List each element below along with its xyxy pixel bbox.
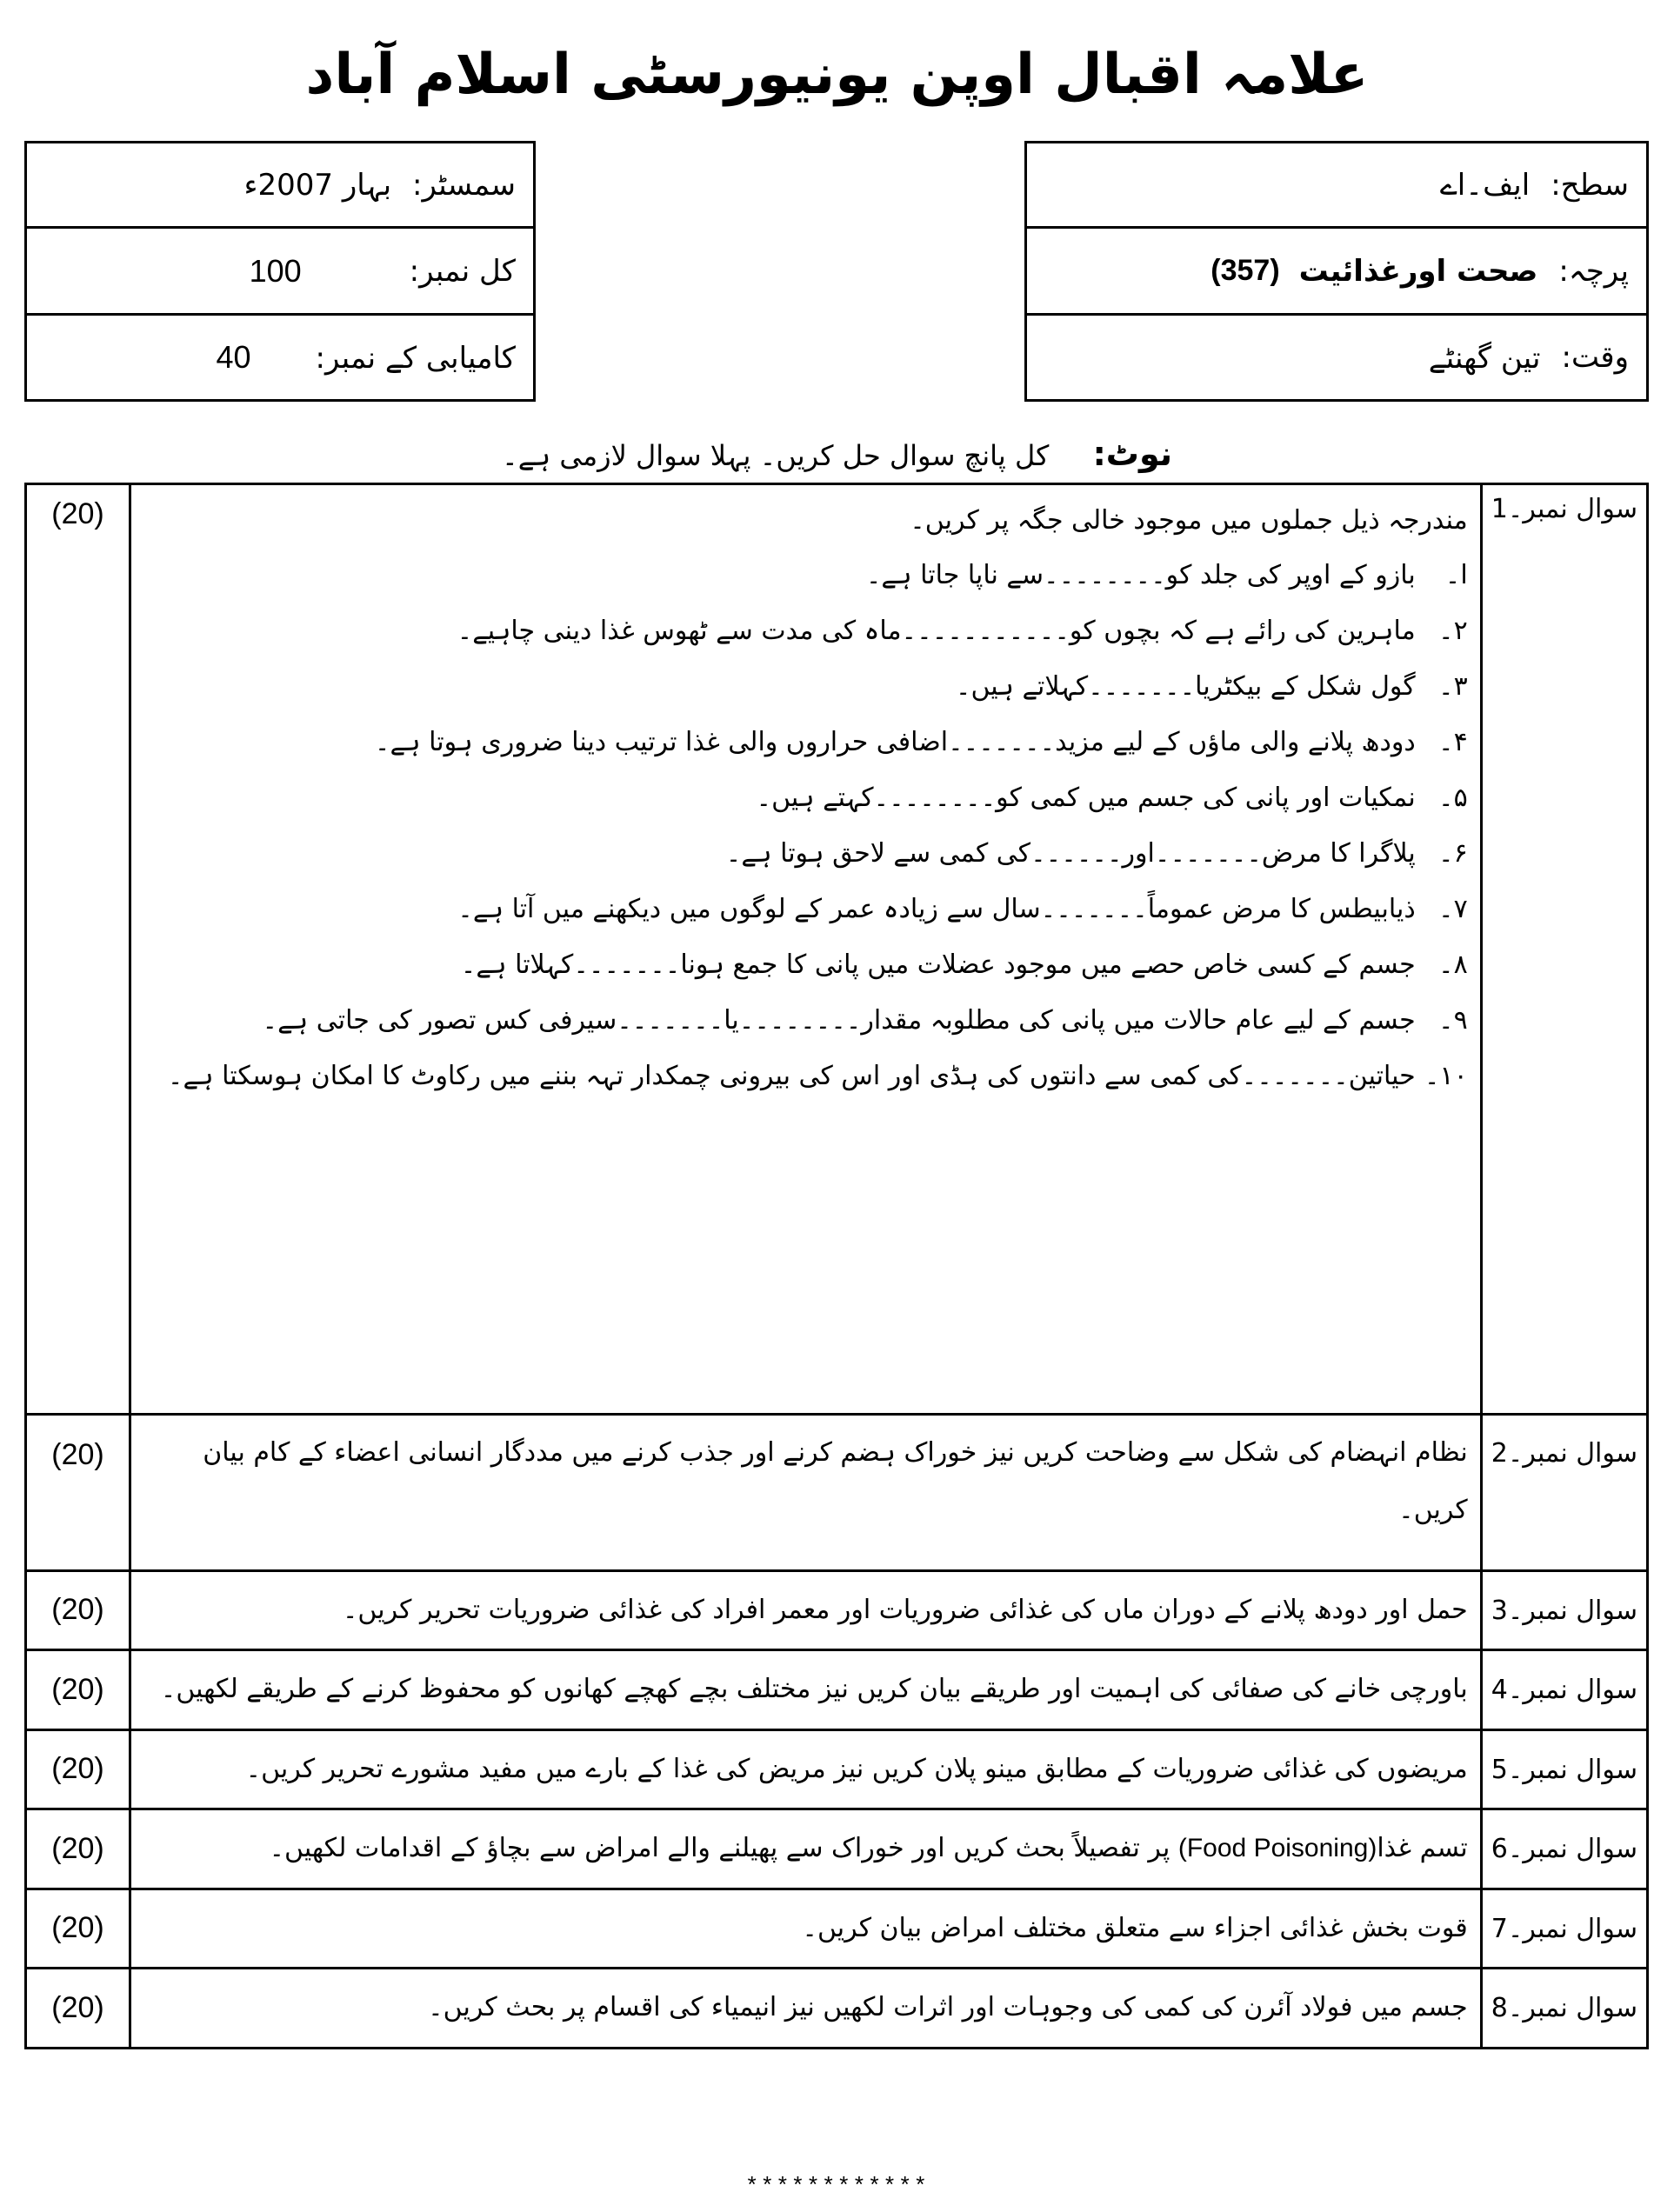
marks-info-box (24, 141, 536, 402)
question-marks: (20) (26, 1650, 130, 1730)
list-item: ۳۔ گول شکل کے بیکٹریا۔۔۔۔۔۔۔کہلاتے ہیں۔ (955, 670, 1468, 702)
question-text: حمل اور دودھ پلانے کے دوران ماں کی غذائی ضروریات اور معمر افراد کی غذائی ضروریات تحریر کریں۔ (130, 1571, 1482, 1650)
time-row (1027, 316, 1646, 399)
question-marks: (20) (26, 1415, 130, 1571)
total-marks-value: 100 (249, 252, 302, 289)
question-row-4 (26, 1650, 1648, 1730)
question-row-7 (26, 1889, 1648, 1969)
paper-code: (357) (1210, 254, 1280, 287)
question-text-part: پر تفصیلاً بحث کریں اور خوراک سے پھیلنے والے امراض سے بچاؤ کے اقدامات لکھیں۔ (269, 1833, 1170, 1864)
question-marks: (20) (26, 484, 130, 1415)
question-row-6 (26, 1809, 1648, 1889)
paper-value: صحت اورغذائیت (1298, 253, 1538, 289)
question-label: سوال نمبر۔2 (1481, 1415, 1647, 1571)
pass-marks-label: کامیابی کے نمبر: (315, 340, 516, 376)
list-item: ۱۰۔ حیاتین۔۔۔۔۔۔۔کی کمی سے دانتوں کی ہڈی اور اس کی بیرونی چمکدار تہہ بننے میں رکاوٹ کا امکان ہوسکتا ہے۔ (167, 1060, 1468, 1091)
question-text: نظام انہضام کی شکل سے وضاحت کریں نیز خوراک ہضم کرنے اور جذب کرنے میں مددگار انسانی اعضاء کے کام بیان کریں۔ (130, 1415, 1482, 1571)
paper-label: پرچہ: (1558, 254, 1629, 289)
list-item: ۹۔ جسم کے لیے عام حالات میں پانی کی مطلوبہ مقدار۔۔۔۔۔۔۔۔یا۔۔۔۔۔۔۔سیرفی کس تصور کی جاتی ہے۔ (262, 1004, 1468, 1036)
list-item: ۲۔ ماہرین کی رائے ہے کہ بچوں کو۔۔۔۔۔۔۔۔۔۔۔ماہ کی مدت سے ٹھوس غذا دینی چاہیے۔ (457, 615, 1468, 646)
time-value: تین گھنٹے (1428, 340, 1541, 376)
list-item: ۵۔ نمکیات اور پانی کی جسم میں کمی کو۔۔۔۔۔۔۔۔کہتے ہیں۔ (756, 782, 1468, 813)
question-text-english: (Food Poisoning) (1177, 1834, 1377, 1863)
question-marks: (20) (26, 1730, 130, 1809)
question-label: سوال نمبر۔1 (1481, 484, 1647, 1415)
exam-info-box (1024, 141, 1649, 402)
end-marker: ************ (744, 2174, 930, 2200)
question-row-8 (26, 1969, 1648, 2049)
semester-value: بہار 2007ء (243, 168, 392, 203)
question-marks: (20) (26, 1969, 130, 2049)
question-label: سوال نمبر۔7 (1481, 1889, 1647, 1969)
question-row-5 (26, 1730, 1648, 1809)
total-marks-label: کل نمبر: (409, 253, 516, 289)
note-text: کل پانچ سوال حل کریں۔ پہلا سوال لازمی ہے۔ (501, 439, 1050, 472)
question-label: سوال نمبر۔5 (1481, 1730, 1647, 1809)
list-item: ۸۔ جسم کے کسی خاص حصے میں موجود عضلات میں پانی کا جمع ہونا۔۔۔۔۔۔۔کہلاتا ہے۔ (460, 949, 1468, 980)
semester-row (27, 143, 533, 229)
list-item: ۷۔ ذیابیطس کا مرض عموماً۔۔۔۔۔۔۔سال سے زیادہ عمر کے لوگوں میں دیکھنے میں آتا ہے۔ (457, 893, 1468, 924)
question-marks: (20) (26, 1809, 130, 1889)
question-text: قوت بخش غذائی اجزاء سے متعلق مختلف امراض بیان کریں۔ (130, 1889, 1482, 1969)
level-value: ایف۔اے (1439, 168, 1531, 203)
question-marks: (20) (26, 1571, 130, 1650)
question-label: سوال نمبر۔3 (1481, 1571, 1647, 1650)
pass-marks-value: 40 (216, 339, 251, 375)
level-label: سطح: (1551, 167, 1629, 203)
instructions-note (0, 435, 1674, 473)
question-marks: (20) (26, 1889, 130, 1969)
question-text: جسم میں فولاد آئرن کی کمی کی وجوہات اور اثرات لکھیں نیز انیمیاء کی اقسام پر بحث کریں۔ (130, 1969, 1482, 2049)
semester-label: سمسٹر: (412, 167, 516, 203)
question-label: سوال نمبر۔8 (1481, 1969, 1647, 2049)
list-item: ۴۔ دودھ پلانے والی ماؤں کے لیے مزید۔۔۔۔۔۔۔اضافی حراروں والی غذا ترتیب دینا ضروری ہوتا ہے۔ (374, 726, 1468, 757)
pass-marks-row (27, 316, 533, 399)
level-row (1027, 143, 1646, 229)
question-label: سوال نمبر۔4 (1481, 1650, 1647, 1730)
question-row-1 (26, 484, 1648, 1415)
note-label: نوٹ: (1092, 435, 1173, 473)
question-row-3 (26, 1571, 1648, 1650)
question-row-2 (26, 1415, 1648, 1571)
question-text: مریضوں کی غذائی ضروریات کے مطابق مینو پلان کریں نیز مریض کی غذا کے بارے میں مفید مشورے تحریر کریں۔ (130, 1730, 1482, 1809)
question-text: باورچی خانے کی صفائی کی اہمیت اور طریقے بیان کریں نیز مختلف بچے کھچے کھانوں کو محفوظ کرنے کے طریقے لکھیں۔ (130, 1650, 1482, 1730)
questions-table (24, 483, 1649, 2049)
question-text-part: تسم غذا (1377, 1833, 1468, 1864)
question-text (130, 1809, 1482, 1889)
paper-row (1027, 229, 1646, 316)
list-item: ا۔ بازو کے اوپر کی جلد کو۔۔۔۔۔۔۔۔سے ناپا جاتا ہے۔ (865, 559, 1468, 590)
question-intro: مندرجہ ذیل جملوں میں موجود خالی جگہ پر کریں۔ (910, 504, 1468, 536)
total-marks-row (27, 229, 533, 316)
question-label: سوال نمبر۔6 (1481, 1809, 1647, 1889)
question-text (130, 484, 1482, 1415)
university-title: علامہ اقبال اوپن یونیورسٹی اسلام آباد (305, 43, 1369, 107)
time-label: وقت: (1561, 340, 1629, 375)
list-item: ۶۔ پلاگرا کا مرض۔۔۔۔۔۔۔اور۔۔۔۔۔۔کی کمی سے لاحق ہوتا ہے۔ (725, 837, 1468, 869)
